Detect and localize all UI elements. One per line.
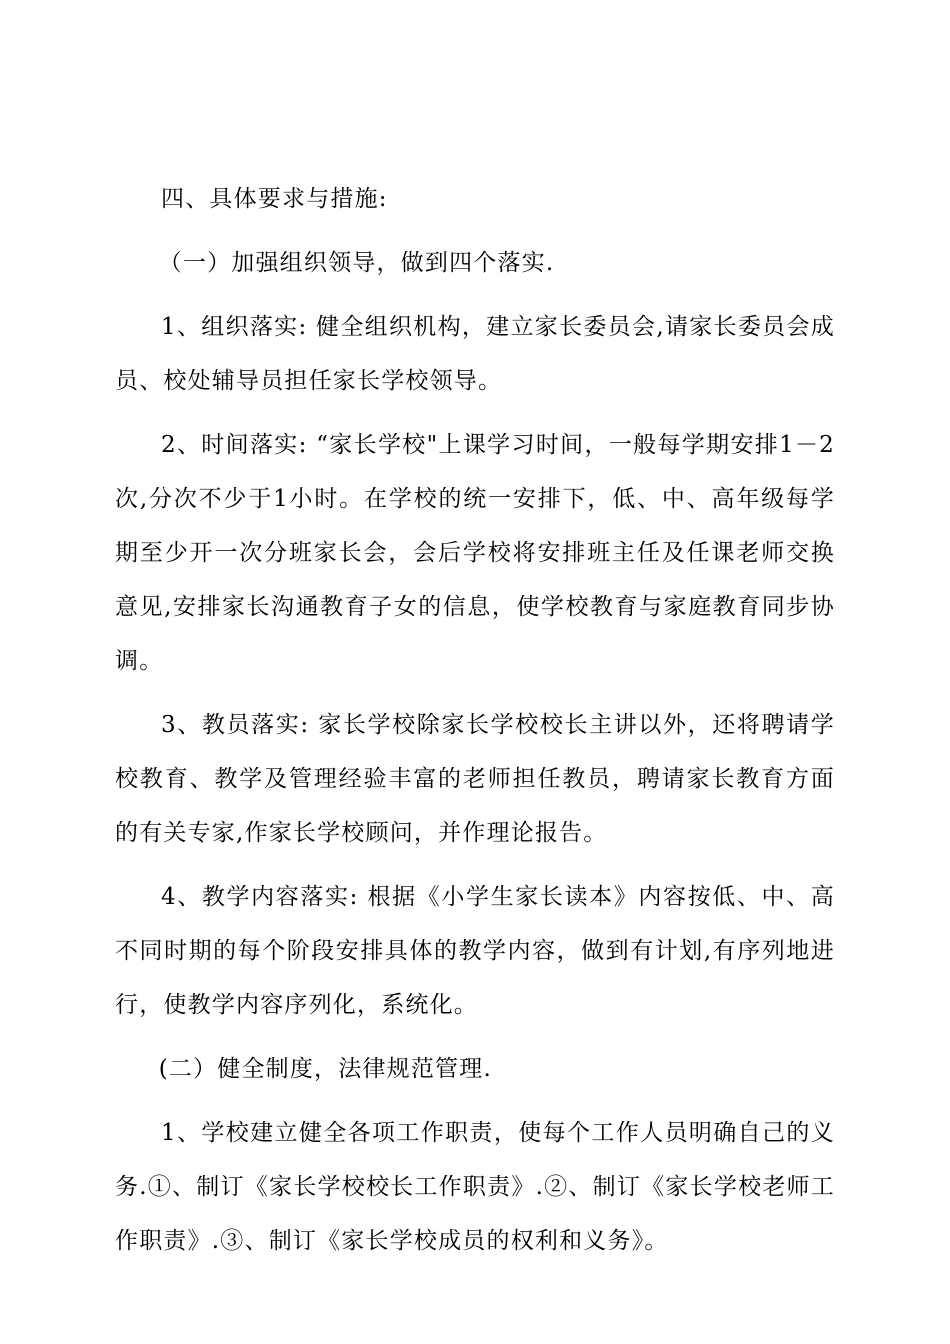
document-body	[115, 172, 835, 1268]
paragraph-time-implementation: 2、时间落实: “家长学校"上课学习时间，一般每学期安排1－2次,分次不少于1小时。在学校的统一安排下，低、中、高年级每学期至少开一次分班家长会，会后学校将安排班主任及任课老师交换意见,安排家长沟通教育子女的信息，使学校教育与家庭教育同步协调。	[115, 432, 835, 674]
section-heading-requirements: 四、具体要求与措施:	[161, 186, 388, 212]
paragraph-responsibilities: 1、学校建立健全各项工作职责，使每个工作人员明确自己的义务.①、制订《家长学校校长工作职责》.②、制订《家长学校老师工作职责》.③、制订《家长学校成员的权利和义务》。	[115, 1120, 835, 1254]
paragraph-teacher-implementation: 3、教员落实: 家长学校除家长学校校长主讲以外，还将聘请学校教育、教学及管理经验丰富的老师担任教员，聘请家长教育方面的有关专家,作家长学校顾问，并作理论报告。	[115, 712, 835, 846]
subsection-heading-system: (二）健全制度，法律规范管理.	[158, 1056, 492, 1082]
paragraph-organization-implementation: 1、组织落实: 健全组织机构，建立家长委员会,请家长委员会成员、校处辅导员担任家长学校领导。	[115, 314, 835, 394]
subsection-heading-organization: （一）加强组织领导，做到四个落实.	[158, 250, 555, 276]
paragraph-content-implementation: 4、教学内容落实: 根据《小学生家长读本》内容按低、中、高不同时期的每个阶段安排具体的教学内容，做到有计划,有序列地进行，使教学内容序列化，系统化。	[115, 884, 835, 1018]
